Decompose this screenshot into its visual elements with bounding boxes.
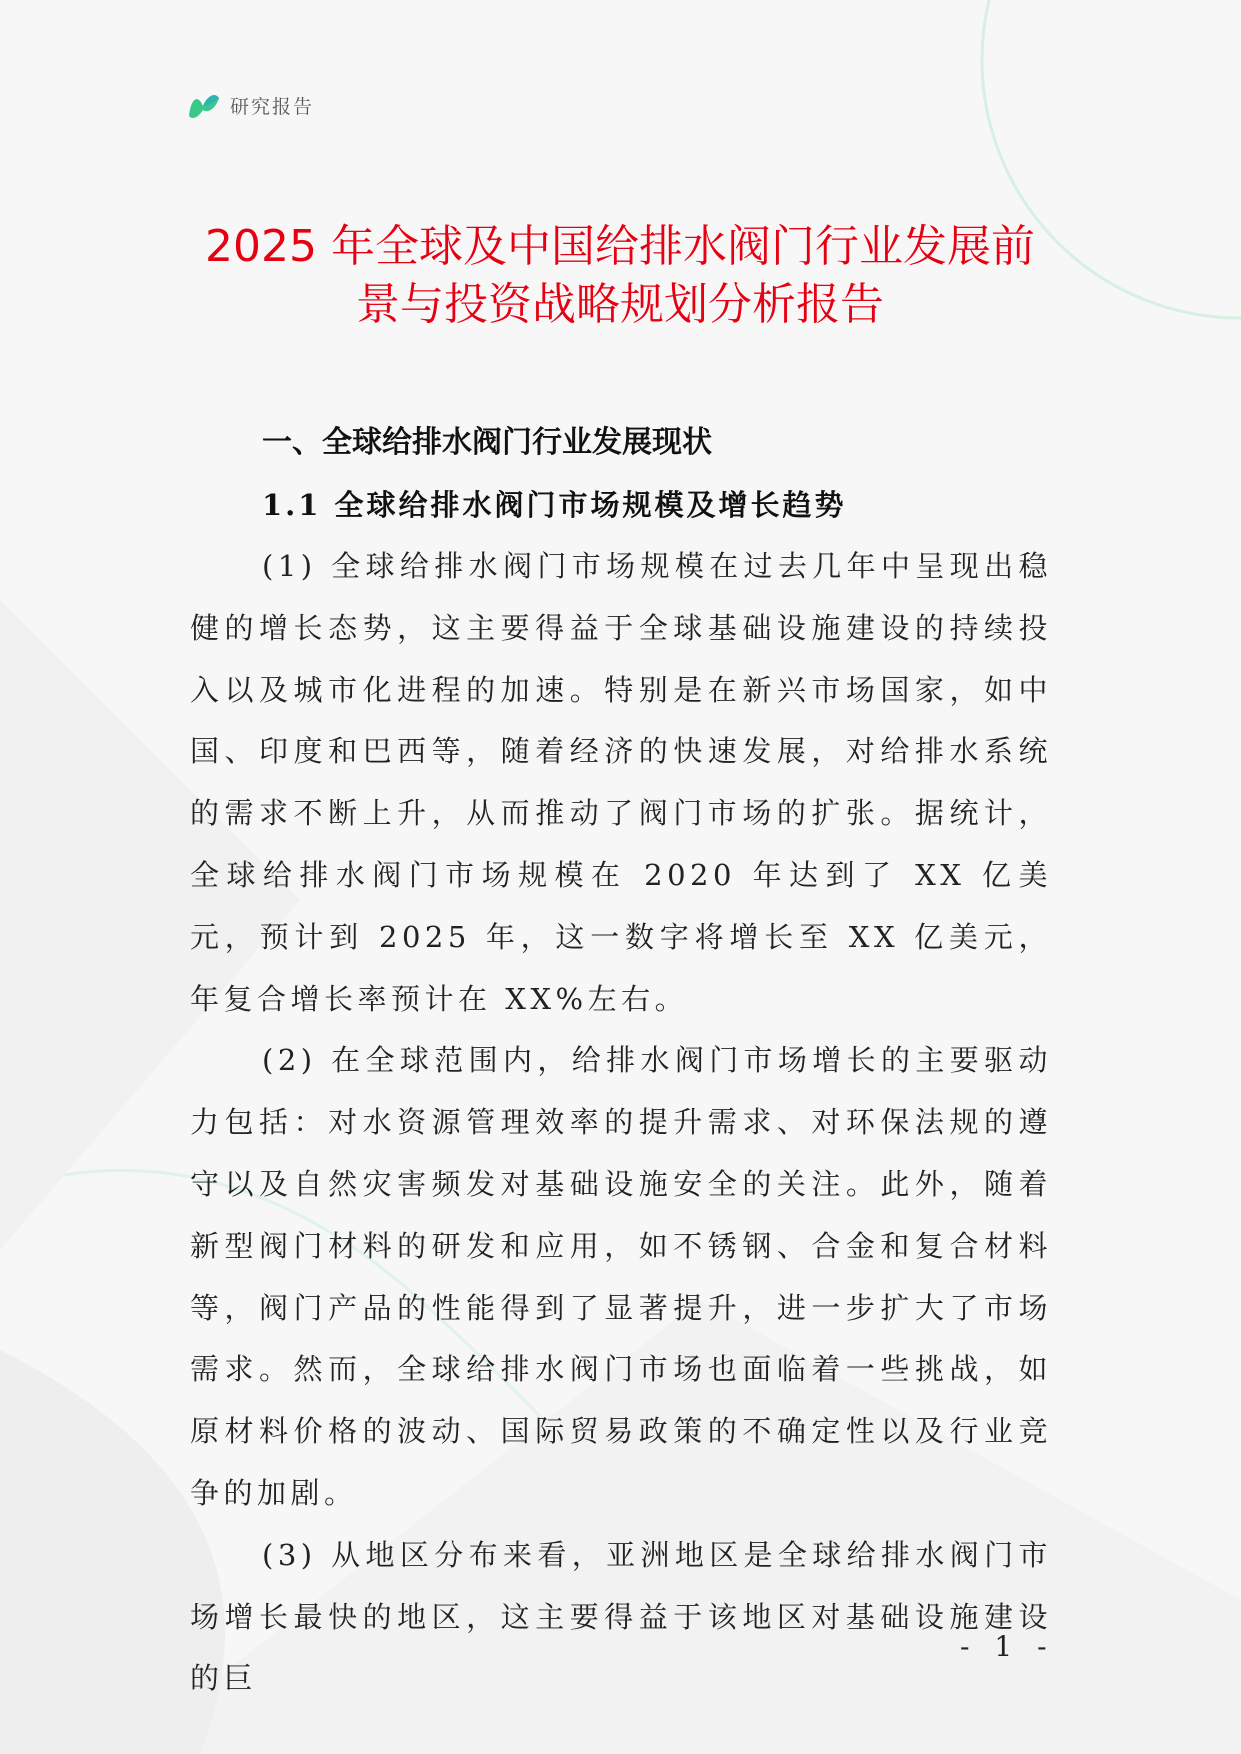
subsection-heading: 1.1 全球给排水阀门市场规模及增长趋势 [262, 488, 847, 522]
report-title [150, 218, 1090, 334]
report-body [190, 412, 1052, 1710]
paragraph-1: (1) 全球给排水阀门市场规模在过去几年中呈现出稳健的增长态势，这主要得益于全球基础设施建设的持续投入以及城市化进程的加速。特别是在新兴市场国家，如中国、印度和巴西等，随着经济的快速发展，对给排水系统的需求不断上升，从而推动了阀门市场的扩张。据统计，全球给排水阀门市场规模在 2020 年达到了 XX 亿美元，预计到 2025 年，这一数字将增长至 XX 亿美元，年复合增长率预计在 XX%左右。 [190, 549, 1052, 1016]
page-number: - 1 - [960, 1630, 1055, 1663]
brand-logo-icon [186, 88, 222, 122]
header-label: 研究报告 [230, 95, 315, 118]
paragraph-2: (2) 在全球范围内，给排水阀门市场增长的主要驱动力包括：对水资源管理效率的提升需求、对环保法规的遵守以及自然灾害频发对基础设施安全的关注。此外，随着新型阀门材料的研发和应用，如不锈钢、合金和复合材料等，阀门产品的性能得到了显著提升，进一步扩大了市场需求。然而，全球给排水阀门市场也面临着一些挑战，如原材料价格的波动、国际贸易政策的不确定性以及行业竞争的加剧。 [190, 1043, 1052, 1510]
section-heading: 一、全球给排水阀门行业发展现状 [262, 425, 712, 460]
report-header [186, 88, 314, 122]
title-line-2: 景与投资战略规划分析报告 [356, 279, 884, 330]
paragraph-3: (3) 从地区分布来看，亚洲地区是全球给排水阀门市场增长最快的地区，这主要得益于该地区对基础设施建设的巨 [190, 1537, 1052, 1696]
title-line-1: 2025 年全球及中国给排水阀门行业发展前 [205, 221, 1035, 272]
